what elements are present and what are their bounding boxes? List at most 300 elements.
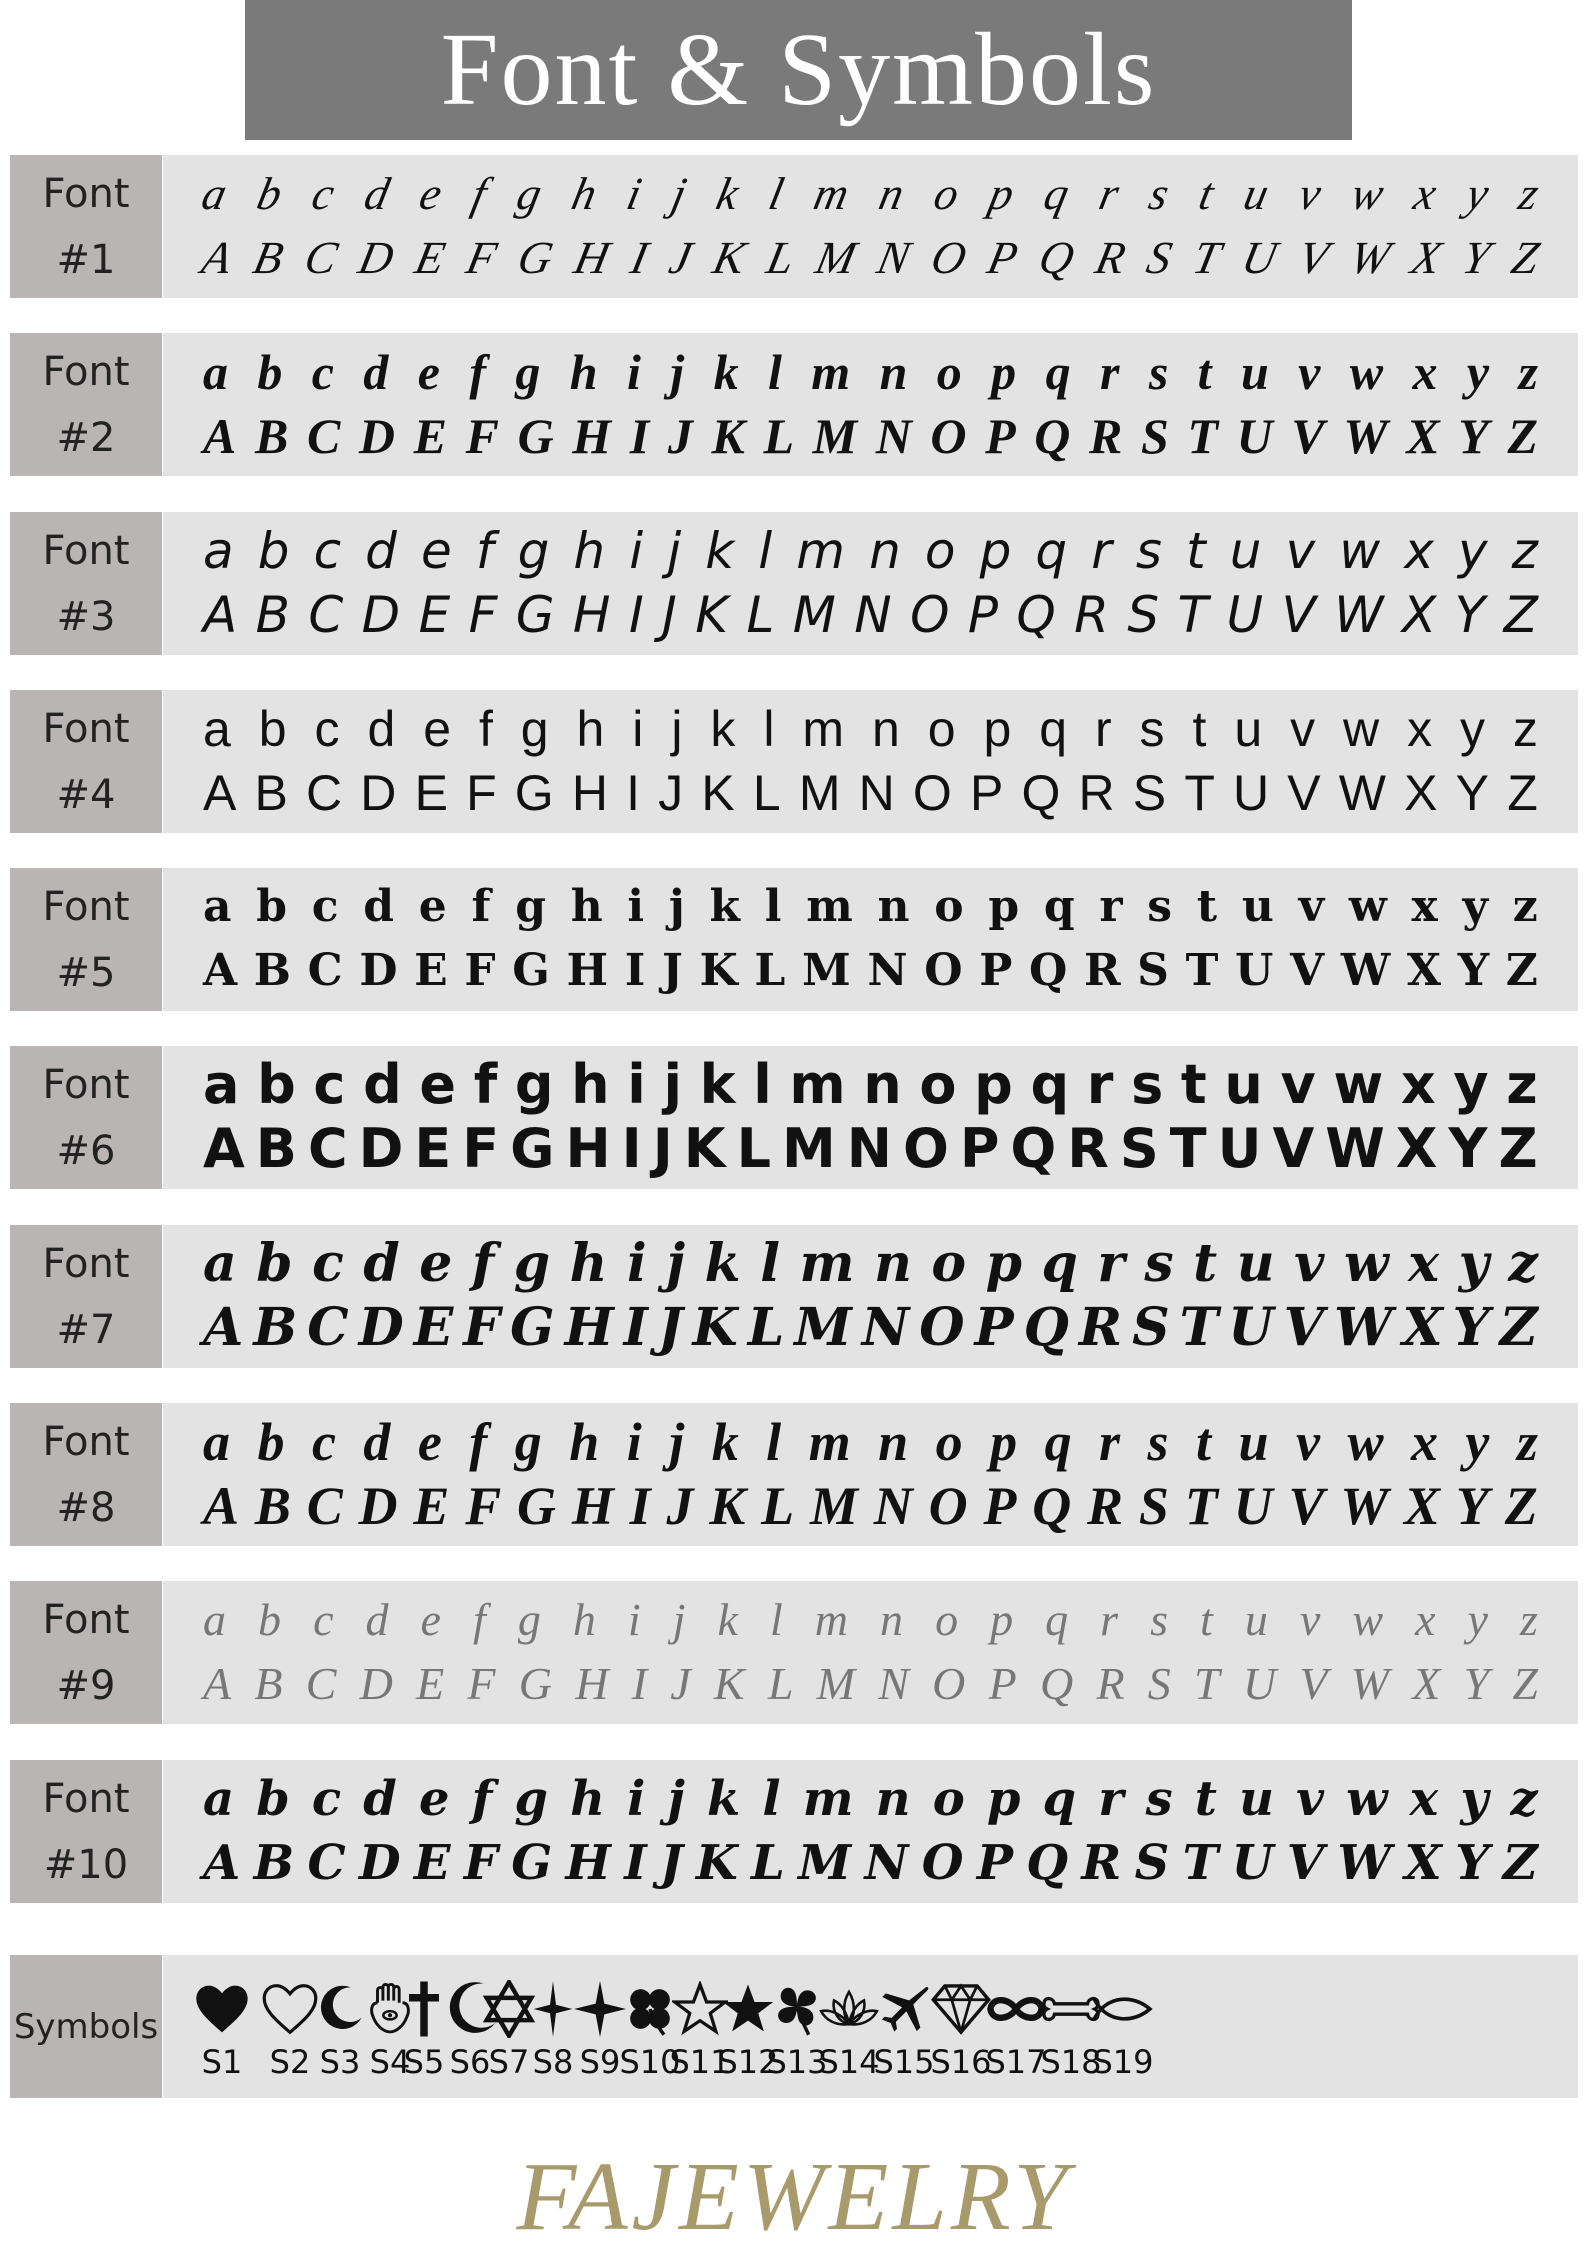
glyph: p [979,522,1012,580]
glyph: H [575,1658,609,1709]
glyph: Y [1455,1835,1490,1891]
glyph: K [692,1297,738,1358]
glyph: c [313,522,342,580]
glyph: f [473,1594,486,1645]
glyph: w [1343,701,1380,757]
glyph: G [513,232,558,283]
glyph: F [464,945,496,996]
glyph: n [871,701,900,757]
glyph: Z [1507,765,1538,821]
font-label [10,690,162,833]
font-sample [163,1760,1578,1903]
glyph: V [1299,1658,1328,1709]
glyph: Z [1512,1658,1538,1709]
glyph: F [463,1835,498,1891]
glyph: p [984,168,1019,219]
glyph: D [358,1117,404,1180]
glyph: T [1187,408,1218,464]
glyph: N [873,1476,913,1536]
glyph: P [983,1476,1017,1536]
heart-filled-icon [187,1973,257,2039]
glyph: M [816,1658,855,1709]
glyph: U [1231,1835,1274,1891]
glyph: L [763,408,794,464]
glyph: w [1339,522,1381,580]
font-word: Font [42,1596,130,1643]
glyph: M [798,765,841,821]
glyph: K [711,408,745,464]
glyph: W [1340,945,1391,996]
glyph: w [1347,1412,1384,1472]
glyph: i [622,168,647,219]
glyph: y [1453,1053,1489,1116]
font-word: Font [42,1775,130,1822]
font-word: Font [42,348,130,395]
font-word: Font [42,883,130,930]
glyph: r [1091,522,1112,580]
glyph: U [1236,408,1273,464]
glyph: d [360,168,395,219]
glyph: C [306,1476,343,1536]
ichthys-fish-icon [1088,1973,1158,2039]
font-word: Font [42,170,130,217]
glyph: m [806,881,853,932]
glyph: D [358,1835,401,1891]
glyph: G [518,1658,552,1709]
glyph: w [1348,881,1387,932]
glyph: E [414,1117,452,1180]
glyph: C [307,1297,349,1358]
glyph: O [902,1117,949,1180]
glyph: G [514,765,554,821]
glyph: Y [1455,1476,1489,1536]
glyph: P [967,586,998,644]
glyph: L [754,945,786,996]
font-word: Font [42,1061,130,1108]
glyph: c [307,168,340,219]
glyph: R [1096,1658,1125,1709]
glyph: v [1294,1233,1325,1294]
glyph: R [1083,945,1121,996]
glyph: Q [1039,1658,1074,1709]
glyph: S [1140,408,1169,464]
glyph: t [1192,701,1207,757]
glyph: c [311,1771,342,1827]
glyph: Y [1454,586,1486,644]
glyph: z [1512,881,1538,932]
font-number: #2 [56,414,116,461]
glyph: C [300,232,342,283]
glyph: I [626,765,641,821]
glyph: O [919,1297,965,1358]
glyph: w [1349,344,1384,400]
glyph: S [1147,1658,1171,1709]
symbol-item [1088,1973,1158,2081]
glyph: y [1462,168,1494,219]
glyph: F [465,408,499,464]
font-sample [163,1403,1578,1546]
glyph: I [624,1835,647,1891]
glyph: w [1352,1594,1384,1645]
glyph: V [1287,765,1321,821]
glyph: M [794,1297,852,1358]
glyph: U [1242,1658,1277,1709]
glyph: U [1226,586,1264,644]
glyph: V [1291,408,1325,464]
uppercase-sample [203,762,1538,824]
glyph: q [1045,344,1071,400]
glyph: v [1296,1771,1325,1827]
glyph: p [985,1233,1022,1294]
glyph: M [801,945,851,996]
glyph: Q [1034,232,1079,283]
glyph: B [253,1835,295,1891]
page-title: Font & Symbols [440,12,1157,127]
glyph: t [1197,344,1212,400]
glyph: I [623,1297,648,1358]
glyph: U [1217,1117,1262,1180]
glyph: r [1099,881,1123,932]
glyph: A [203,408,237,464]
glyph: K [699,945,738,996]
symbol-code: S17 [985,2043,1047,2081]
glyph: h [569,1233,608,1294]
glyph: D [358,408,396,464]
glyph: Z [1503,586,1538,644]
symbol-code: S15 [873,2043,935,2081]
glyph: y [1466,344,1490,400]
font-row [10,1046,1578,1189]
glyph: i [626,1233,647,1294]
glyph: j [666,1233,686,1294]
glyph: e [417,344,440,400]
glyph: S [1137,945,1169,996]
glyph: c [311,881,339,932]
glyph: b [257,522,290,580]
glyph: f [478,701,493,757]
lowercase-sample [203,876,1538,938]
glyph: k [712,168,744,219]
glyph: p [986,1771,1021,1827]
glyph: H [571,1476,614,1536]
glyph: L [751,1835,785,1891]
glyph: v [1294,168,1326,219]
glyph: y [1460,1771,1489,1827]
glyph: E [414,945,448,996]
glyph: s [1150,1594,1168,1645]
glyph: f [473,1053,498,1116]
glyph: M [811,232,861,283]
glyph: z [1514,168,1544,219]
font-sample [163,333,1578,476]
glyph: b [257,1412,285,1472]
font-number: #9 [56,1662,116,1709]
font-row [10,1760,1578,1903]
glyph: P [969,765,1004,821]
glyph: q [1045,1594,1069,1645]
glyph: i [627,1053,646,1116]
glyph: f [467,168,492,219]
glyph: k [710,701,736,757]
glyph: i [629,522,644,580]
glyph: G [517,1476,557,1536]
glyph: x [1415,1594,1436,1645]
glyph: y [1458,1233,1489,1294]
glyph: X [1401,586,1437,644]
glyph: S [1132,1297,1170,1358]
glyph: m [799,1233,855,1294]
symbol-code: S13 [766,2043,828,2081]
glyph: E [410,232,450,283]
uppercase-sample [196,227,1544,289]
glyph: J [652,1117,673,1180]
glyph: h [573,522,606,580]
glyph: B [253,1297,298,1358]
symbol-code: S14 [818,2043,880,2081]
glyph: u [1229,522,1262,580]
glyph: A [203,945,238,996]
glyph: M [782,1117,836,1180]
uppercase-sample [203,1118,1538,1180]
glyph: X [1404,1835,1442,1891]
glyph: q [1044,1412,1072,1472]
font-number: #1 [56,236,116,283]
glyph: R [1089,408,1123,464]
font-sample [163,155,1578,298]
glyph: l [758,522,773,580]
glyph: q [1039,701,1068,757]
glyph: K [695,1835,738,1891]
glyph: l [762,1771,781,1827]
glyph: a [203,1771,235,1827]
font-label [10,512,162,655]
glyph: C [306,765,343,821]
glyph: k [713,344,739,400]
glyph: b [256,1233,293,1294]
glyph: X [1404,1476,1441,1536]
font-number: #7 [56,1306,116,1353]
symbol-item [187,1973,257,2081]
glyph: S [1119,1117,1159,1180]
glyph: P [979,945,1013,996]
glyph: X [1402,1297,1443,1358]
glyph: t [1186,522,1206,580]
glyph: M [792,586,836,644]
glyph: g [515,344,541,400]
glyph: C [307,945,343,996]
symbol-code: S8 [532,2043,574,2081]
glyph: u [1236,1233,1275,1294]
glyph: e [419,1233,453,1294]
glyph: i [632,701,644,757]
uppercase-sample [203,1653,1538,1715]
glyph: N [864,1835,909,1891]
glyph: x [1411,881,1438,932]
glyph: x [1409,168,1441,219]
glyph: A [203,1658,232,1709]
glyph: S [1134,1835,1170,1891]
glyph: x [1400,1053,1436,1116]
glyph: T [1184,765,1215,821]
glyph: w [1347,168,1389,219]
glyph: x [1404,522,1434,580]
font-label [10,868,162,1011]
glyph: Q [1034,408,1071,464]
glyph: h [571,1053,610,1116]
symbol-code: S2 [269,2043,311,2081]
glyph: m [802,701,845,757]
glyph: Y [1448,1117,1488,1180]
glyph: B [254,1476,291,1536]
glyph: q [1030,1053,1070,1116]
glyph: N [861,1297,910,1358]
glyph: f [471,1233,495,1294]
glyph: l [764,168,789,219]
glyph: E [413,1835,451,1891]
glyph: e [419,1053,457,1116]
lowercase-sample [196,163,1544,225]
glyph: s [1135,522,1162,580]
glyph: q [1039,168,1074,219]
glyph: n [879,344,908,400]
glyph: l [763,701,775,757]
glyph: F [465,1476,502,1536]
glyph: M [812,408,858,464]
symbol-code: S16 [930,2043,992,2081]
glyph: T [1188,232,1226,283]
glyph: n [880,1594,904,1645]
glyph: R [1078,1297,1123,1358]
glyph: Z [1507,408,1538,464]
lowercase-sample [203,1768,1538,1830]
font-label [10,333,162,476]
glyph: J [659,1835,683,1891]
glyph: S [1138,1476,1169,1536]
glyph: j [667,522,682,580]
glyph: b [258,1594,282,1645]
glyph: A [203,1297,244,1358]
glyph: T [1177,586,1209,644]
glyph: Q [1023,1297,1069,1358]
symbol-code: S1 [201,2043,243,2081]
glyph: B [254,765,288,821]
glyph: j [668,881,685,932]
glyph: E [413,408,447,464]
glyph: C [307,1835,346,1891]
glyph: j [667,168,691,219]
glyph: o [935,1412,963,1472]
glyph: k [704,1233,741,1294]
font-sample [163,1046,1578,1189]
glyph: O [928,1476,968,1536]
glyph: l [753,1053,772,1116]
glyph: X [1406,945,1442,996]
glyph: c [313,1053,346,1116]
glyph: k [705,522,735,580]
glyph: r [1099,344,1120,400]
glyph: W [1337,1835,1392,1891]
glyph: n [878,1412,909,1472]
glyph: d [367,701,396,757]
glyph: U [1233,1476,1273,1536]
glyph: Y [1455,765,1490,821]
glyph: l [767,344,782,400]
glyph: a [203,701,231,757]
glyph: D [361,586,401,644]
glyph: e [418,881,447,932]
uppercase-sample [203,1475,1538,1537]
glyph: g [514,1771,548,1827]
lowercase-sample [203,1411,1538,1473]
glyph: B [249,232,288,283]
glyph: A [197,232,237,283]
glyph: C [305,1658,337,1709]
glyph: K [695,586,729,644]
glyph: y [1467,1594,1488,1645]
glyph: V [1293,232,1333,283]
glyph: Q [1010,1117,1057,1180]
glyph: p [991,344,1017,400]
glyph: w [1333,1053,1384,1116]
glyph: S [1127,586,1160,644]
glyph: s [1139,701,1165,757]
glyph: z [1518,344,1538,400]
glyph: M [798,1835,852,1891]
glyph: i [627,881,645,932]
glyph: l [764,881,782,932]
glyph: E [418,586,451,644]
glyph: K [683,1117,726,1180]
glyph: d [363,1412,391,1472]
glyph: X [1404,765,1438,821]
font-sample [163,868,1578,1011]
glyph: P [974,1297,1014,1358]
font-label [10,1046,162,1189]
glyph: z [1519,1594,1538,1645]
glyph: e [420,1594,441,1645]
symbols-label: Symbols [10,1955,162,2098]
glyph: o [929,168,964,219]
glyph: j [667,1771,685,1827]
lowercase-sample [203,1233,1538,1295]
glyph: u [1239,1771,1274,1827]
glyph: I [621,1117,642,1180]
glyph: d [365,1594,389,1645]
glyph: L [762,232,799,283]
glyph: r [1100,1594,1119,1645]
glyph: b [256,881,288,932]
glyph: V [1272,1117,1315,1180]
glyph: s [1131,1053,1164,1116]
glyph: K [713,1658,745,1709]
glyph: g [514,1053,554,1116]
glyph: x [1407,701,1433,757]
font-label [10,1581,162,1724]
glyph: N [878,1658,909,1709]
glyph: B [254,408,289,464]
glyph: u [1244,1594,1268,1645]
uppercase-sample [203,940,1538,1002]
glyph: g [517,522,550,580]
glyph: G [512,945,550,996]
glyph: X [1406,232,1446,283]
glyph: e [423,701,451,757]
glyph: Y [1452,1297,1490,1358]
uppercase-sample [203,1297,1538,1359]
glyph: c [311,344,334,400]
glyph: i [627,344,641,400]
glyph: a [203,1233,237,1294]
